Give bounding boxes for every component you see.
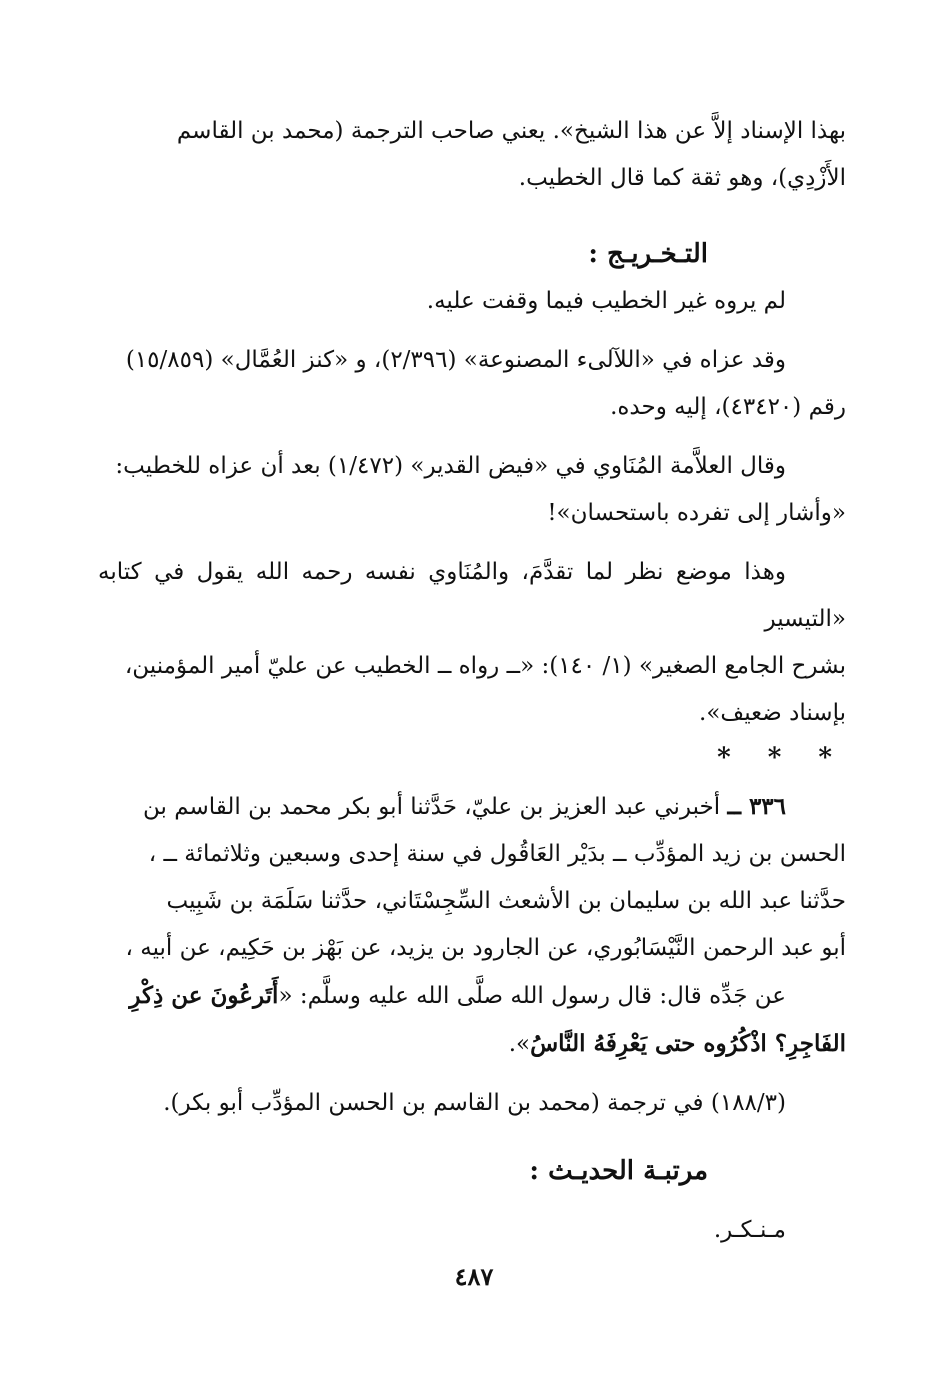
- takhrij-paragraph-3: [98, 443, 846, 537]
- takhrij-p2-line-2: رقم (٤٣٤٢٠)، إليه وحده.: [610, 394, 846, 420]
- takhrij-p1-text: لم يروه غير الخطيب فيما وقفت عليه.: [426, 288, 786, 314]
- takhrij-p4-line-2: بشرح الجامع الصغير» (١/ ١٤٠): «ــ رواه ــ الخطيب عن عليّ أمير المؤمنين،: [124, 653, 846, 679]
- hadith-line-3: حدَّثنا عبد الله بن سليمان بن الأشعث السِّجِسْتَاني، حدَّثنا سَلَمَة بن شَبِيب: [166, 888, 846, 914]
- takhrij-p3-line-2: «وأشار إلى تفرده باستحسان»!: [547, 500, 846, 526]
- takhrij-p3-line-1: وقال العلاَّمة المُنَاوي في «فيض القدير» (١/٤٧٢) بعد أن عزاه للخطيب:: [115, 453, 786, 479]
- intro-line-2: الأَزْدِي)، وهو ثقة كما قال الخطيب.: [518, 165, 846, 191]
- intro-line-1: بهذا الإسناد إلاَّ عن هذا الشيخ». يعني صاحب الترجمة (محمد بن القاسم: [176, 118, 846, 144]
- hadith-line-1: أخبرني عبد العزيز بن عليّ، حَدَّثنا أبو بكر محمد بن القاسم بن: [142, 794, 721, 820]
- hadith-line-4: أبو عبد الرحمن النَّيْسَابُوري، عن الجارود بن يزيد، عن بَهْز بن حَكِيم، عن أبيه ،: [125, 935, 846, 961]
- page-body: [98, 108, 846, 1254]
- takhrij-paragraph-1: [98, 278, 846, 325]
- rank-heading: مرتبـة الحديـث :: [529, 1156, 708, 1186]
- takhrij-paragraph-2: [98, 337, 846, 431]
- takhrij-p4-line-3: بإسناد ضعيف».: [699, 700, 846, 726]
- hadith-number: ٣٣٦ ــ: [727, 793, 786, 820]
- hadith-matn-part-2: الفَاجِرِ؟ اذْكُرُوه حتى يَعْرِفَهُ النَّاسُ: [530, 1030, 846, 1057]
- takhrij-p2-line-1: وقد عزاه في «اللآلىء المصنوعة» (٢/٣٩٦)، و «كنز العُمَّال» (١٥/٨٥٩): [125, 347, 786, 373]
- rank-value-text: مـنـكـر.: [713, 1217, 786, 1243]
- hadith-matn-part-1: أَتَرعُونَ عن ذِكْرِ: [129, 982, 279, 1009]
- hadith-line-5-intro: عن جَدِّه قال: قال رسول الله صلَّى الله عليه وسلَّم: «: [278, 983, 786, 1009]
- hadith-line-2: الحسن بن زيد المؤدِّب ــ بدَيْر العَاقُول في سنة إحدى وسبعين وثلاثمائة ــ ،: [148, 841, 846, 867]
- hadith-matn-close: ».: [508, 1031, 531, 1057]
- section-separator: * * *: [717, 743, 846, 773]
- hadith-paragraph: [98, 783, 846, 1068]
- hadith-reference: [98, 1080, 846, 1127]
- page-number: ٤٨٧: [454, 1262, 494, 1291]
- intro-paragraph: [98, 108, 846, 202]
- takhrij-heading: التـخـريـج :: [588, 239, 708, 269]
- takhrij-paragraph-4: [98, 549, 846, 737]
- hadith-reference-text: (١٨٨/٣) في ترجمة (محمد بن القاسم بن الحسن المؤدِّب أبو بكر).: [163, 1090, 786, 1116]
- rank-value: [98, 1207, 846, 1254]
- takhrij-p4-line-1: وهذا موضع نظر لما تقدَّمَ، والمُنَاوي نفسه رحمه الله يقول في كتابه «التيسير: [98, 559, 846, 632]
